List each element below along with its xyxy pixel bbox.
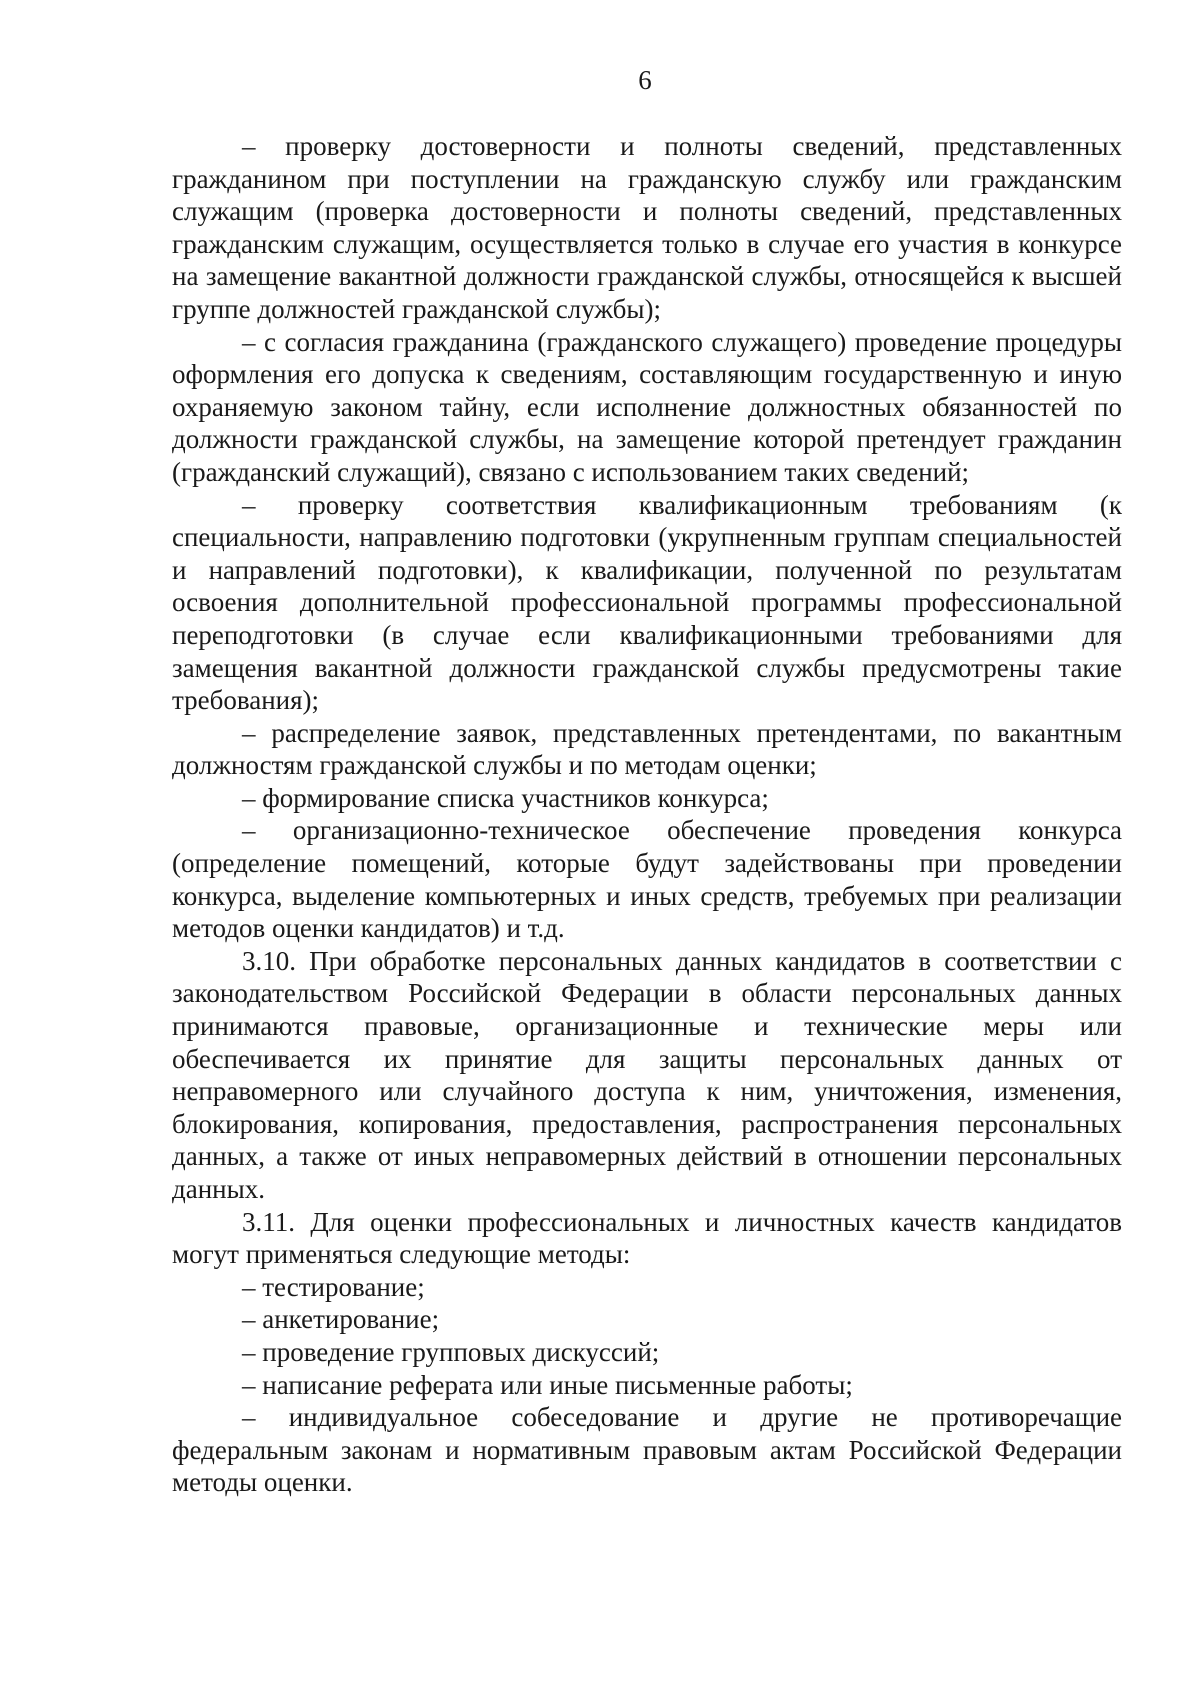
- paragraph-secret-access: – с согласия гражданина (гражданского служащего) проведение процедуры оформления его допуска к сведениям, составляющим государственную и иную охраняемую законом тайну, если исполнение должностных обязанностей по должности гражданской службы, на замещение которой претендует гражданин (гражданский служащий), связано с использованием таких сведений;: [172, 326, 1122, 487]
- paragraph-application-distribution: – распределение заявок, представленных претендентами, по вакантным должностям гражданской службы и по методам оценки;: [172, 717, 1122, 781]
- paragraph-verification-info: – проверку достоверности и полноты сведений, представленных гражданином при поступлении на гражданскую службу или гражданским служащим (проверка достоверности и полноты сведений, представленных гражданским служащим, осуществляется только в случае его участия в конкурсе на замещение вакантной должности гражданской службы, относящейся к высшей группе должностей гражданской службы);: [172, 131, 1122, 324]
- paragraph-participants-list: – формирование списка участников конкурса;: [242, 782, 769, 813]
- paragraph-qualification-check: – проверку соответствия квалификационным требованиям (к специальности, направлению подготовки (укрупненным группам специальностей и направлений подготовки), к квалификации, полученной по результатам освоения дополнительной профессиональной программы профессиональной переподготовки (в случае если квалификационными требованиями для замещения вакантной должности гражданской службы предусмотрены такие требования);: [172, 489, 1122, 716]
- page-number: 6: [638, 65, 652, 95]
- document-body: [172, 130, 1122, 1499]
- paragraph-technical-support: – организационно-техническое обеспечение проведения конкурса (определение помещений, которые будут задействованы при проведении конкурса, выделение компьютерных и иных средств, требуемых при реализации методов оценки кандидатов) и т.д.: [172, 815, 1122, 944]
- paragraph-3-10-personal-data: 3.10. При обработке персональных данных кандидатов в соответствии с законодательством Российской Федерации в области персональных данных принимаются правовые, организационные и технические меры или обеспечивается их принятие для защиты персональных данных от неправомерного или случайного доступа к ним, уничтожения, изменения, блокирования, копирования, предоставления, распространения персональных данных, а также от иных неправомерных действий в отношении персональных данных.: [172, 945, 1122, 1204]
- list-item-testing: – тестирование;: [242, 1271, 425, 1302]
- list-item-group-discussions: – проведение групповых дискуссий;: [242, 1336, 660, 1367]
- list-item-essay: – написание реферата или иные письменные работы;: [242, 1369, 853, 1400]
- list-item-interview: – индивидуальное собеседование и другие не противоречащие федеральным законам и нормативным правовым актам Российской Федерации методы оценки.: [172, 1402, 1122, 1498]
- paragraph-3-11-methods: 3.11. Для оценки профессиональных и личностных качеств кандидатов могут применяться следующие методы:: [172, 1206, 1122, 1270]
- list-item-questionnaire: – анкетирование;: [242, 1304, 440, 1335]
